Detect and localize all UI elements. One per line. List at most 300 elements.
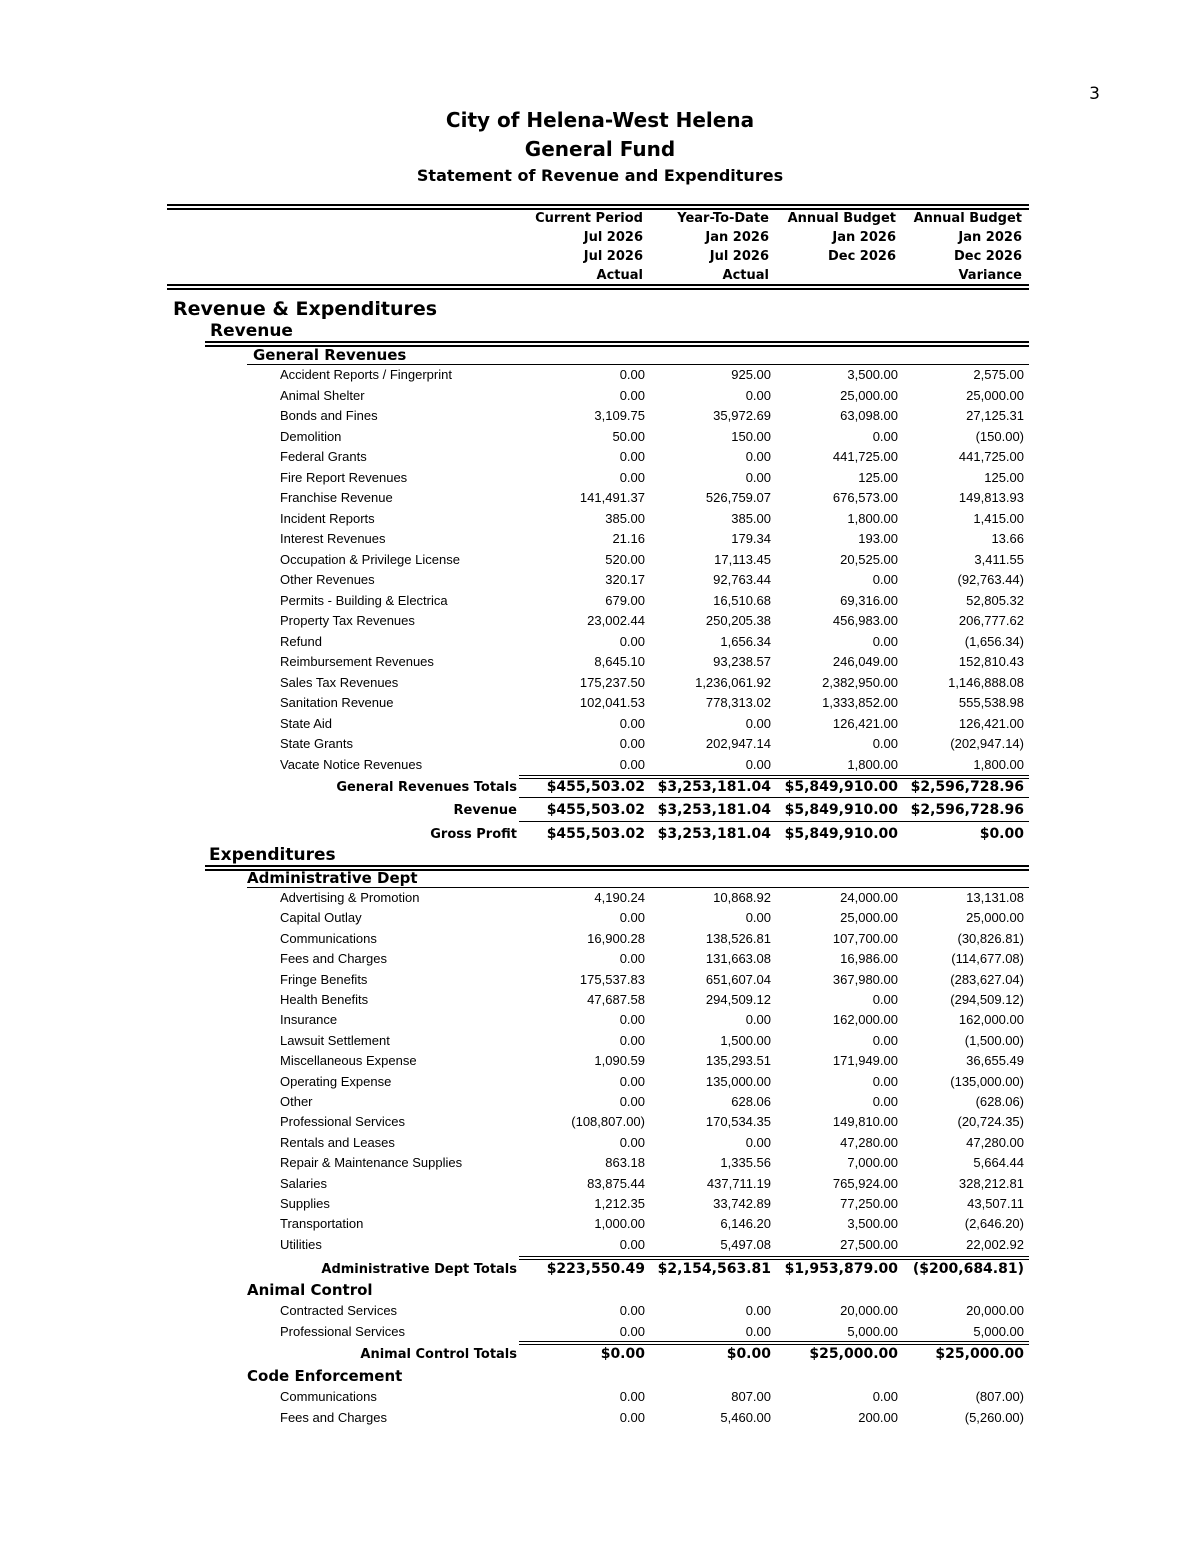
- annual-budget-value: 3,500.00: [847, 367, 898, 382]
- expenditures-heading: Expenditures: [209, 845, 336, 865]
- col3-line3: Dec 2026: [827, 249, 896, 264]
- current-period-value: 0.00: [619, 469, 645, 485]
- ytd-actual-value: 437,711.19: [706, 1175, 771, 1191]
- table-row: [0, 386, 1200, 406]
- variance-value: 43,507.11: [967, 1196, 1024, 1211]
- total-value: $0.00: [600, 1346, 645, 1362]
- ytd-actual-value: 5,460.00: [720, 1409, 771, 1425]
- variance-value: 25,000.00: [966, 910, 1024, 926]
- total-value: $2,596,728.96: [910, 802, 1024, 818]
- column-header-variance: [882, 209, 1022, 285]
- annual-budget-value: 69,316.00: [840, 592, 898, 608]
- variance-value: (135,000.00): [950, 1073, 1024, 1089]
- table-row: [0, 929, 1200, 949]
- table-row: [0, 1051, 1200, 1071]
- total-value: $455,503.02: [546, 802, 645, 818]
- variance-value: (114,677.08): [951, 951, 1024, 967]
- table-row: [0, 755, 1200, 775]
- line-item-label: Animal Shelter: [280, 387, 365, 403]
- line-item-label: Permits - Building & Electrica: [280, 592, 448, 608]
- ytd-actual-value: 135,000.00: [705, 1073, 771, 1089]
- col4-line4: Variance: [958, 268, 1022, 283]
- current-period-value: 16,900.28: [587, 930, 645, 946]
- administrative-dept-totals-row: [0, 1259, 1200, 1283]
- ytd-actual-value: 385.00: [731, 510, 771, 526]
- col2-line2: Jan 2026: [705, 230, 769, 245]
- table-row: [0, 488, 1200, 508]
- annual-budget-value: 456,983.00: [832, 613, 898, 628]
- table-row: [0, 970, 1200, 990]
- totals-label: General Revenues Totals: [336, 780, 517, 795]
- current-period-value: 679.00: [605, 592, 645, 608]
- annual-budget-value: 0.00: [872, 992, 898, 1007]
- current-period-value: 0.00: [619, 736, 645, 751]
- current-period-value: (108,807.00): [571, 1114, 645, 1130]
- col1-line2: Jul 2026: [583, 230, 643, 245]
- variance-value: (92,763.44): [957, 572, 1024, 587]
- total-value: $25,000.00: [935, 1346, 1024, 1362]
- total-value: $3,253,181.04: [657, 779, 771, 795]
- line-item-label: Rentals and Leases: [280, 1134, 395, 1150]
- current-period-value: 0.00: [619, 1134, 645, 1150]
- revenue-rule: [205, 341, 1029, 343]
- variance-value: 152,810.43: [958, 654, 1024, 669]
- animal-control-heading: Animal Control: [247, 1281, 373, 1299]
- variance-value: 125.00: [984, 469, 1024, 485]
- table-row: [0, 1214, 1200, 1234]
- col3-line1: Annual Budget: [787, 211, 896, 226]
- total-value: $25,000.00: [809, 1346, 898, 1362]
- table-row: [0, 1408, 1200, 1428]
- line-item-label: Professional Services: [280, 1323, 405, 1339]
- ytd-actual-value: 925.00: [731, 367, 771, 382]
- current-period-value: 0.00: [619, 1303, 645, 1318]
- current-period-value: 8,645.10: [594, 654, 645, 669]
- current-period-value: 0.00: [619, 367, 645, 382]
- line-item-label: Interest Revenues: [280, 531, 386, 546]
- column-header-ytd: [629, 209, 769, 285]
- current-period-value: 0.00: [619, 449, 645, 464]
- col1-line4: Actual: [596, 268, 643, 283]
- header-rule-bottom-2: [167, 288, 1029, 290]
- line-item-label: Operating Expense: [280, 1073, 392, 1089]
- general-revenues-heading: General Revenues: [253, 346, 407, 364]
- line-item-label: Lawsuit Settlement: [280, 1032, 390, 1048]
- variance-value: (202,947.14): [950, 736, 1024, 751]
- table-row: [0, 1010, 1200, 1030]
- ytd-actual-value: 0.00: [745, 756, 771, 772]
- table-row: [0, 1235, 1200, 1255]
- table-row: [0, 1092, 1200, 1112]
- column-header-current-period: [503, 209, 643, 285]
- ytd-actual-value: 0.00: [745, 469, 771, 485]
- line-item-label: Sales Tax Revenues: [280, 674, 399, 690]
- current-period-value: 0.00: [619, 1389, 645, 1404]
- ytd-actual-value: 0.00: [745, 910, 771, 926]
- expenditures-rule: [205, 865, 1029, 867]
- annual-budget-value: 20,525.00: [840, 551, 898, 567]
- annual-budget-value: 7,000.00: [847, 1155, 898, 1171]
- admin-totals-rule: [519, 1256, 1029, 1257]
- total-value: $1,953,879.00: [784, 1261, 898, 1277]
- variance-value: 36,655.49: [966, 1053, 1024, 1069]
- variance-value: 3,411.55: [974, 551, 1024, 567]
- table-row: [0, 509, 1200, 529]
- line-item-label: Fringe Benefits: [280, 971, 368, 987]
- annual-budget-value: 200.00: [858, 1409, 898, 1425]
- table-row: [0, 427, 1200, 447]
- table-row: [0, 1301, 1200, 1321]
- code-enforcement-heading: Code Enforcement: [247, 1367, 403, 1385]
- line-item-label: Advertising & Promotion: [280, 890, 420, 905]
- statement-title: Statement of Revenue and Expenditures: [416, 166, 784, 185]
- col2-line1: Year-To-Date: [677, 211, 769, 226]
- current-period-value: 175,537.83: [579, 971, 645, 987]
- gross-profit-row: [0, 824, 1200, 848]
- annual-budget-value: 441,725.00: [832, 449, 898, 464]
- current-period-value: 385.00: [605, 510, 645, 526]
- annual-budget-value: 0.00: [872, 572, 898, 587]
- line-item-label: Capital Outlay: [280, 910, 362, 926]
- current-period-value: 320.17: [605, 572, 645, 587]
- annual-budget-value: 16,986.00: [840, 951, 898, 967]
- table-row: [0, 1133, 1200, 1153]
- ytd-actual-value: 0.00: [745, 1303, 771, 1318]
- table-row: [0, 888, 1200, 908]
- variance-value: 206,777.62: [958, 613, 1024, 628]
- line-item-label: Bonds and Fines: [280, 408, 378, 423]
- total-value: $223,550.49: [546, 1261, 645, 1277]
- table-row: [0, 1072, 1200, 1092]
- current-period-value: 0.00: [619, 1323, 645, 1339]
- line-item-label: Communications: [280, 1389, 377, 1404]
- ytd-actual-value: 10,868.92: [713, 890, 771, 905]
- variance-value: 20,000.00: [966, 1303, 1024, 1318]
- ytd-actual-value: 5,497.08: [720, 1236, 771, 1252]
- line-item-label: Repair & Maintenance Supplies: [280, 1155, 463, 1171]
- column-header-annual-budget: [756, 209, 896, 266]
- ytd-actual-value: 1,236,061.92: [695, 674, 771, 690]
- annual-budget-value: 0.00: [872, 736, 898, 751]
- current-period-value: 0.00: [619, 715, 645, 731]
- annual-budget-value: 3,500.00: [847, 1216, 898, 1232]
- header-rule-bottom: [167, 284, 1029, 286]
- annual-budget-value: 125.00: [858, 469, 898, 485]
- variance-value: 1,146,888.08: [948, 674, 1024, 690]
- annual-budget-value: 171,949.00: [832, 1053, 898, 1069]
- table-row: [0, 949, 1200, 969]
- table-row: [0, 1153, 1200, 1173]
- line-item-label: Sanitation Revenue: [280, 695, 394, 710]
- current-period-value: 0.00: [619, 756, 645, 772]
- variance-value: (628.06): [975, 1094, 1024, 1109]
- line-item-label: Occupation & Privilege License: [280, 551, 460, 567]
- annual-budget-value: 63,098.00: [840, 408, 898, 423]
- table-row: [0, 365, 1200, 385]
- annual-budget-value: 77,250.00: [840, 1196, 898, 1211]
- current-period-value: 47,687.58: [587, 992, 645, 1007]
- table-row: [0, 1112, 1200, 1132]
- current-period-value: 102,041.53: [579, 695, 645, 710]
- annual-budget-value: 24,000.00: [840, 890, 898, 905]
- annual-budget-value: 1,800.00: [847, 756, 898, 772]
- ytd-actual-value: 92,763.44: [713, 572, 771, 587]
- annual-budget-value: 1,333,852.00: [822, 695, 898, 710]
- current-period-value: 0.00: [619, 1032, 645, 1048]
- annual-budget-value: 20,000.00: [840, 1303, 898, 1318]
- total-value: $2,154,563.81: [657, 1261, 771, 1277]
- current-period-value: 520.00: [605, 551, 645, 567]
- line-item-label: Salaries: [280, 1175, 327, 1191]
- current-period-value: 21.16: [612, 531, 645, 546]
- current-period-value: 1,212.35: [594, 1196, 645, 1211]
- ytd-actual-value: 35,972.69: [713, 408, 771, 423]
- ytd-actual-value: 294,509.12: [705, 992, 771, 1007]
- variance-value: (1,656.34): [964, 633, 1024, 649]
- table-row: [0, 1194, 1200, 1214]
- annual-budget-value: 107,700.00: [832, 930, 898, 946]
- annual-budget-value: 25,000.00: [840, 387, 898, 403]
- page-number: 3: [1089, 84, 1100, 104]
- annual-budget-value: 367,980.00: [832, 971, 898, 987]
- variance-value: (1,500.00): [964, 1032, 1024, 1048]
- variance-value: (30,826.81): [957, 930, 1024, 946]
- line-item-label: Property Tax Revenues: [280, 613, 415, 628]
- table-row: [0, 1174, 1200, 1194]
- col4-line3: Dec 2026: [953, 249, 1022, 264]
- line-item-label: Transportation: [280, 1216, 364, 1232]
- ytd-actual-value: 135,293.51: [705, 1053, 771, 1069]
- variance-value: (807.00): [975, 1389, 1024, 1404]
- variance-value: 1,415.00: [973, 510, 1024, 526]
- ytd-actual-value: 0.00: [745, 1323, 771, 1339]
- line-item-label: Contracted Services: [280, 1303, 398, 1318]
- table-row: [0, 1322, 1200, 1342]
- table-row: [0, 632, 1200, 652]
- line-item-label: Fire Report Revenues: [280, 469, 408, 485]
- annual-budget-value: 47,280.00: [840, 1134, 898, 1150]
- revenue-heading: Revenue: [210, 321, 293, 341]
- variance-value: 162,000.00: [958, 1012, 1024, 1028]
- current-period-value: 0.00: [619, 1236, 645, 1252]
- annual-budget-value: 162,000.00: [832, 1012, 898, 1028]
- variance-value: (20,724.35): [957, 1114, 1024, 1130]
- ytd-actual-value: 0.00: [745, 715, 771, 731]
- total-value: $5,849,910.00: [784, 802, 898, 818]
- line-item-label: Federal Grants: [280, 449, 367, 464]
- variance-value: (283,627.04): [950, 971, 1024, 987]
- line-item-label: Other: [280, 1094, 313, 1109]
- current-period-value: 0.00: [619, 633, 645, 649]
- current-period-value: 0.00: [619, 951, 645, 967]
- col3-line2: Jan 2026: [832, 230, 896, 245]
- variance-value: 13.66: [991, 531, 1024, 546]
- ytd-actual-value: 778,313.02: [705, 695, 771, 710]
- total-value: $0.00: [726, 1346, 771, 1362]
- table-row: [0, 570, 1200, 590]
- ytd-actual-value: 526,759.07: [705, 490, 771, 505]
- variance-value: 555,538.98: [958, 695, 1024, 710]
- variance-value: (2,646.20): [964, 1216, 1024, 1232]
- ytd-actual-value: 179.34: [731, 531, 771, 546]
- ytd-actual-value: 17,113.45: [714, 551, 771, 567]
- line-item-label: Other Revenues: [280, 572, 375, 587]
- variance-value: 5,664.44: [973, 1155, 1024, 1171]
- total-value: $2,596,728.96: [910, 779, 1024, 795]
- col4-line2: Jan 2026: [958, 230, 1022, 245]
- table-row: [0, 591, 1200, 611]
- annual-budget-value: 25,000.00: [840, 910, 898, 926]
- table-row: [0, 652, 1200, 672]
- line-item-label: State Grants: [280, 736, 353, 751]
- total-value: $5,849,910.00: [784, 826, 898, 842]
- variance-value: 328,212.81: [958, 1175, 1024, 1191]
- line-item-label: State Aid: [280, 715, 333, 731]
- ytd-actual-value: 807.00: [731, 1389, 771, 1404]
- total-value: $5,849,910.00: [784, 779, 898, 795]
- table-row: [0, 693, 1200, 713]
- table-row: [0, 1387, 1200, 1407]
- line-item-label: Fees and Charges: [280, 951, 387, 967]
- current-period-value: 1,090.59: [594, 1053, 645, 1069]
- table-row: [0, 550, 1200, 570]
- line-item-label: Accident Reports / Fingerprint: [280, 367, 452, 382]
- annual-budget-value: 0.00: [872, 1094, 898, 1109]
- line-item-label: Health Benefits: [280, 992, 369, 1007]
- rev-totals-rule: [519, 775, 1029, 776]
- current-period-value: 141,491.37: [579, 490, 645, 505]
- table-row: [0, 611, 1200, 631]
- current-period-value: 23,002.44: [587, 613, 645, 628]
- table-row: [0, 447, 1200, 467]
- variance-value: 27,125.31: [966, 408, 1024, 423]
- ytd-actual-value: 1,335.56: [720, 1155, 771, 1171]
- gross-profit-label: Gross Profit: [430, 827, 517, 842]
- variance-value: 52,805.32: [966, 592, 1024, 608]
- col4-line1: Annual Budget: [913, 211, 1022, 226]
- table-row: [0, 990, 1200, 1010]
- totals-label: Administrative Dept Totals: [321, 1262, 517, 1277]
- current-period-value: 50.00: [612, 428, 645, 444]
- animal-totals-rule: [519, 1341, 1029, 1342]
- ytd-actual-value: 170,534.35: [705, 1114, 771, 1130]
- table-row: [0, 714, 1200, 734]
- col2-line4: Actual: [722, 268, 769, 283]
- col1-line1: Current Period: [535, 211, 643, 226]
- line-item-label: Utilities: [280, 1236, 322, 1252]
- current-period-value: 4,190.24: [594, 890, 645, 905]
- current-period-value: 83,875.44: [587, 1175, 645, 1191]
- current-period-value: 0.00: [619, 387, 645, 403]
- ytd-actual-value: 628.06: [731, 1094, 771, 1109]
- revenue-bottom-rule: [519, 821, 1029, 822]
- report-title: City of Helena-West Helena: [445, 108, 755, 132]
- ytd-actual-value: 93,238.57: [713, 654, 771, 669]
- annual-budget-value: 149,810.00: [832, 1114, 898, 1130]
- header-rule-top: [167, 204, 1029, 206]
- current-period-value: 0.00: [619, 1409, 645, 1425]
- total-value: $3,253,181.04: [657, 802, 771, 818]
- current-period-value: 1,000.00: [594, 1216, 645, 1232]
- line-item-label: Incident Reports: [280, 510, 375, 526]
- totals-label: Animal Control Totals: [360, 1347, 517, 1362]
- ytd-actual-value: 131,663.08: [705, 951, 771, 967]
- ytd-actual-value: 0.00: [745, 1012, 771, 1028]
- current-period-value: 0.00: [619, 910, 645, 926]
- table-row: [0, 908, 1200, 928]
- ytd-actual-value: 6,146.20: [720, 1216, 771, 1232]
- line-item-label: Supplies: [280, 1196, 330, 1211]
- annual-budget-value: 0.00: [872, 1073, 898, 1089]
- variance-value: 5,000.00: [973, 1323, 1024, 1339]
- table-row: [0, 529, 1200, 549]
- ytd-actual-value: 651,607.04: [705, 971, 771, 987]
- annual-budget-value: 193.00: [858, 531, 898, 546]
- current-period-value: 0.00: [619, 1094, 645, 1109]
- line-item-label: Insurance: [280, 1012, 338, 1028]
- table-row: [0, 1031, 1200, 1051]
- current-period-value: 863.18: [605, 1155, 645, 1171]
- total-value: $0.00: [979, 826, 1024, 842]
- annual-budget-value: 1,800.00: [847, 510, 898, 526]
- variance-value: 441,725.00: [958, 449, 1024, 464]
- annual-budget-value: 0.00: [872, 428, 898, 444]
- current-period-value: 0.00: [619, 1012, 645, 1028]
- line-item-label: Franchise Revenue: [280, 490, 393, 505]
- annual-budget-value: 126,421.00: [832, 715, 898, 731]
- annual-budget-value: 2,382,950.00: [822, 674, 898, 690]
- line-item-label: Communications: [280, 930, 377, 946]
- ytd-actual-value: 202,947.14: [705, 736, 771, 751]
- ytd-actual-value: 1,500.00: [720, 1032, 771, 1048]
- line-item-label: Reimbursement Revenues: [280, 654, 434, 669]
- variance-value: (294,509.12): [950, 992, 1024, 1007]
- annual-budget-value: 0.00: [872, 1032, 898, 1048]
- table-row: [0, 673, 1200, 693]
- line-item-label: Professional Services: [280, 1114, 405, 1130]
- table-row: [0, 406, 1200, 426]
- ytd-actual-value: 1,656.34: [720, 633, 771, 649]
- ytd-actual-value: 138,526.81: [705, 930, 771, 946]
- annual-budget-value: 0.00: [872, 633, 898, 649]
- annual-budget-value: 5,000.00: [847, 1323, 898, 1339]
- ytd-actual-value: 0.00: [745, 387, 771, 403]
- ytd-actual-value: 250,205.38: [705, 613, 771, 628]
- col1-line3: Jul 2026: [583, 249, 643, 264]
- revenue-totals-rule: [519, 797, 1029, 798]
- variance-value: 13,131.08: [966, 890, 1024, 905]
- variance-value: 25,000.00: [966, 387, 1024, 403]
- variance-value: 1,800.00: [973, 756, 1024, 772]
- total-value: $3,253,181.04: [657, 826, 771, 842]
- col2-line3: Jul 2026: [709, 249, 769, 264]
- variance-value: (5,260.00): [964, 1409, 1024, 1425]
- line-item-label: Refund: [280, 633, 322, 649]
- section-heading: Revenue & Expenditures: [173, 298, 438, 320]
- annual-budget-value: 0.00: [872, 1389, 898, 1404]
- fund-name: General Fund: [524, 137, 676, 161]
- table-row: [0, 468, 1200, 488]
- total-value: ($200,684.81): [912, 1261, 1024, 1277]
- line-item-label: Vacate Notice Revenues: [280, 756, 423, 772]
- ytd-actual-value: 16,510.68: [713, 592, 771, 608]
- ytd-actual-value: 0.00: [745, 1134, 771, 1150]
- variance-value: 149,813.93: [958, 490, 1024, 505]
- total-value: $455,503.02: [546, 779, 645, 795]
- line-item-label: Miscellaneous Expense: [280, 1053, 417, 1069]
- annual-budget-value: 246,049.00: [832, 654, 898, 669]
- variance-value: 126,421.00: [958, 715, 1024, 731]
